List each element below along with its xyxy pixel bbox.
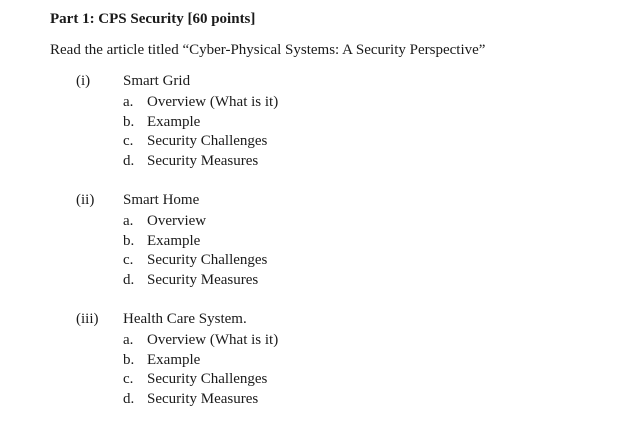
section-item-list	[123, 93, 278, 172]
item-letter: b.	[123, 232, 135, 249]
section-numeral: (i)	[76, 73, 91, 89]
list-item	[123, 132, 278, 152]
list-item	[123, 232, 267, 252]
item-text: Example	[147, 351, 201, 368]
item-text: Security Challenges	[147, 133, 268, 150]
section-item-list	[123, 331, 278, 410]
item-text: Example	[147, 232, 201, 249]
item-text: Security Measures	[147, 272, 259, 289]
list-item	[123, 93, 278, 113]
item-text: Overview (What is it)	[147, 94, 279, 110]
item-text: Security Challenges	[147, 252, 268, 269]
list-item	[123, 390, 278, 410]
list-item	[123, 113, 278, 133]
item-text: Security Measures	[147, 391, 259, 408]
item-letter: d.	[123, 153, 135, 170]
item-letter: b.	[123, 113, 135, 130]
item-text: Overview (What is it)	[147, 332, 279, 348]
section-item-list	[123, 212, 267, 291]
list-item	[123, 370, 278, 390]
item-letter: c.	[123, 133, 134, 150]
part-heading: Part 1: CPS Security [60 points]	[50, 11, 256, 27]
item-letter: c.	[123, 252, 134, 269]
item-text: Security Challenges	[147, 371, 268, 388]
item-letter: b.	[123, 351, 135, 368]
section-title: Smart Grid	[123, 73, 191, 89]
item-letter: c.	[123, 371, 134, 388]
item-letter: a.	[123, 213, 134, 229]
item-text: Security Measures	[147, 153, 259, 170]
item-text: Example	[147, 113, 201, 130]
section-title: Health Care System.	[123, 311, 247, 327]
item-letter: a.	[123, 332, 134, 348]
intro-text: Read the article titled “Cyber-Physical Systems: A Security Perspective”	[50, 42, 486, 58]
list-item	[123, 152, 278, 172]
list-item	[123, 351, 278, 371]
list-item	[123, 212, 267, 232]
item-letter: a.	[123, 94, 134, 110]
list-item	[123, 331, 278, 351]
item-letter: d.	[123, 391, 135, 408]
list-item	[123, 271, 267, 291]
item-letter: d.	[123, 272, 135, 289]
list-item	[123, 251, 267, 271]
section-numeral: (ii)	[76, 192, 95, 208]
section-title: Smart Home	[123, 192, 200, 208]
section-numeral: (iii)	[76, 311, 99, 327]
item-text: Overview	[147, 213, 207, 229]
